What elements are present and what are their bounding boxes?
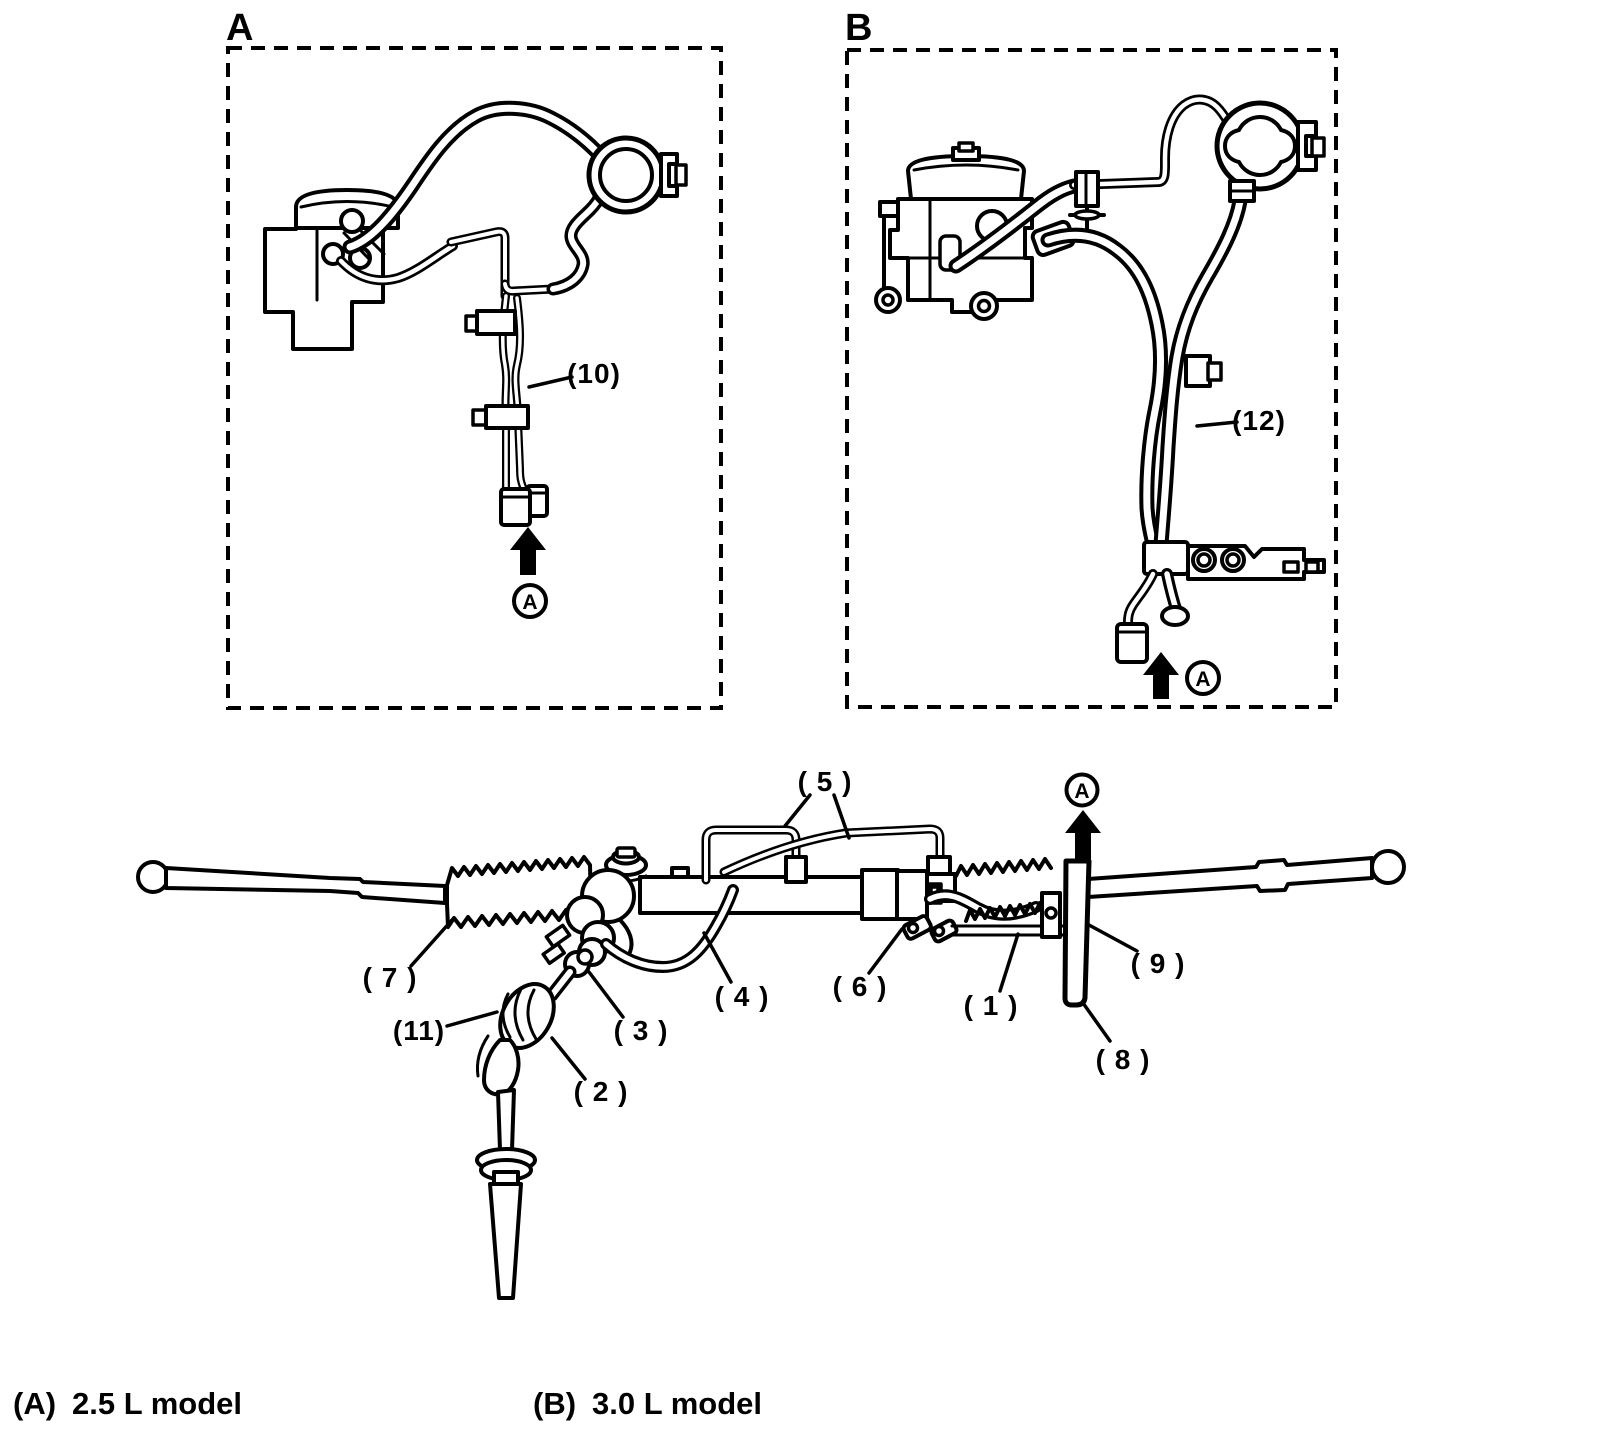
callout-4: ( 4 ) [714,981,770,1012]
rack-tube [640,868,898,919]
panel-a-pump-reservoir [265,190,398,349]
callout-1: ( 1 ) [963,990,1019,1021]
right-bellows-boot [956,859,1051,876]
caption-a-value: 2.5 L model [72,1386,242,1421]
panel-a [226,7,721,708]
panel-b [845,7,1336,707]
panel-b-pulley [1217,103,1324,201]
caption-b-key: (B) [533,1386,577,1421]
callout-10: (10) [567,358,621,389]
callout-12: (12) [1232,405,1286,436]
right-tie-rod [1088,851,1404,897]
panel-b-circle-a-letter: A [1195,668,1211,691]
assembly-up-arrow-icon [1065,810,1101,859]
panel-a-pressure-pipes [466,296,547,525]
callout-2-leader [552,1038,585,1079]
caption-b-value: 3.0 L model [592,1386,762,1421]
callout-6-leader [869,929,902,973]
callout-3: ( 3 ) [613,1015,669,1046]
assembly-circle-a-letter: A [1074,780,1090,803]
steering-gearbox-assembly [138,766,1404,1298]
left-tie-rod [138,862,445,903]
callout-10-leader [529,377,572,387]
callout-7-leader [411,920,452,966]
panel-a-view-marker [510,527,546,617]
callout-11: (11) [392,1015,446,1046]
panel-b-letter: B [845,7,873,49]
callout-8: ( 8 ) [1095,1044,1151,1075]
panel-b-union-bracket [1117,542,1324,662]
callout-4-leader [704,933,731,982]
steering-column-shaft [477,972,570,1298]
panel-a-up-arrow-icon [510,527,546,575]
callout-2: ( 2 ) [573,1076,629,1107]
callout-11-leader [447,1012,497,1026]
callout-9: ( 9 ) [1130,948,1186,979]
caption-a-key: (A) [13,1386,57,1421]
callout-1-leader [1000,934,1018,991]
callout-7: ( 7 ) [362,962,418,993]
callout-5: ( 5 ) [797,766,853,797]
callout-6: ( 6 ) [832,971,888,1002]
panel-b-view-marker [1143,652,1219,699]
callout-3-leader [589,972,623,1017]
figure-captions [13,1386,762,1421]
panel-a-circle-a-letter: A [522,591,538,614]
callout-12-leader [1197,422,1237,426]
panel-a-pulley [589,138,686,212]
callout-8-leader [1083,1003,1110,1041]
panel-a-letter: A [226,7,254,49]
plate-8 [1065,861,1089,1005]
assembly-view-marker [1065,775,1101,860]
